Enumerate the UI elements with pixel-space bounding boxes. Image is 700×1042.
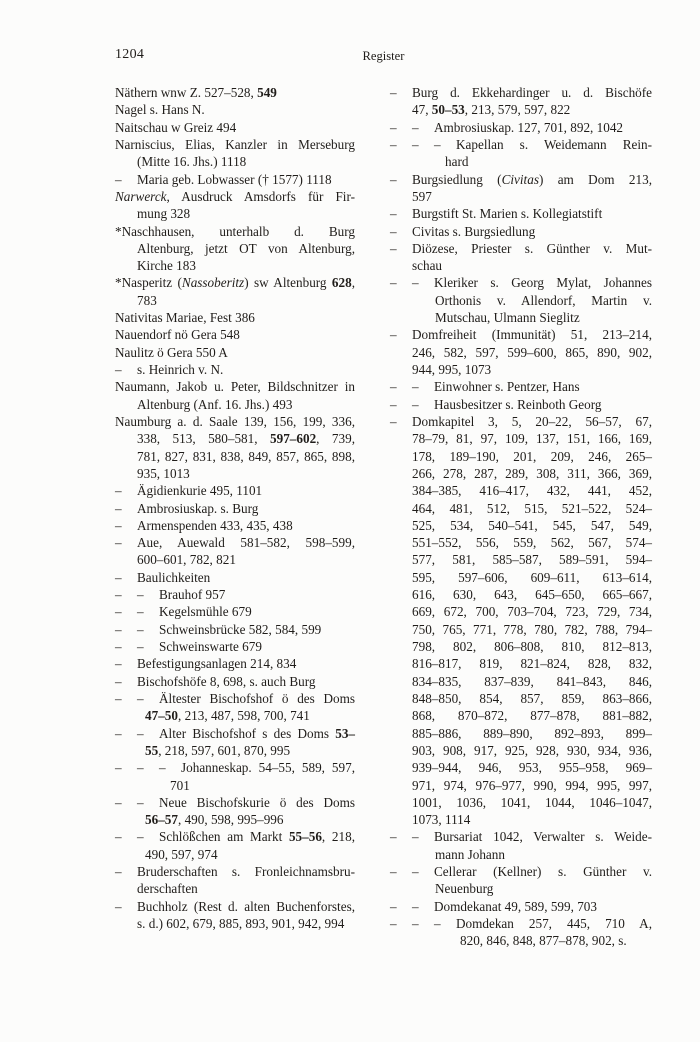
running-title: Register [362,49,405,63]
index-line [390,638,652,655]
index-line [390,673,652,690]
dash-marker: – [434,136,441,152]
index-line [115,621,355,638]
dash-marker: – [390,119,397,135]
text-segment: 935, 1013 [137,465,190,481]
dash-marker: – [390,223,397,239]
index-line [390,465,652,482]
text-segment: 798, 802, 806–808, 810, 812–813, [412,639,652,654]
dash-marker: – [412,136,419,152]
index-line [390,915,652,932]
left-column [115,84,355,932]
dash-marker: – [412,275,419,291]
index-line [115,119,355,136]
text-segment: 597 [412,188,432,204]
index-line [390,690,652,707]
index-line [390,621,652,638]
index-line [390,84,652,101]
index-line [115,742,355,759]
index-line [115,205,355,222]
text-segment: Bischofshöfe 8, 698, s. auch Burg [137,673,316,689]
dash-marker: – [390,916,397,931]
text-segment: 669, 672, 700, 703–704, 723, 729, 734, [412,604,652,620]
index-line [390,240,652,257]
index-line [115,655,355,672]
text-segment: Johanneskap. 54–55, 589, 597, [181,760,355,776]
index-line [115,413,355,430]
dash-marker: – [115,673,122,689]
dash-marker: – [390,327,397,343]
text-segment: Schweinswarte 679 [159,639,262,654]
text-segment: 628 [331,275,352,291]
index-line [115,188,355,205]
text-segment: Ambrosiuskap. 127, 701, 892, 1042 [434,119,624,135]
index-line [115,309,355,326]
index-line [390,811,652,828]
text-segment: 885–886, 889–890, 892–893, 899– [412,725,652,741]
index-line [115,84,355,101]
text-segment: 868, 870–872, 877–878, 881–882, [412,708,652,724]
index-line [115,898,355,915]
dash-marker: – [115,362,122,377]
text-segment: Bruderschaften s. Fronleichnamsbru- [137,864,355,880]
index-line [390,482,652,499]
text-segment: Neue Bischofskurie ö des Doms [159,794,355,810]
dash-marker: – [390,413,397,429]
index-line [390,846,652,863]
text-segment: 1001, 1036, 1041, 1044, 1046–1047, [412,794,652,810]
text-segment: 551–552, 556, 559, 562, 567, 574– [412,535,652,551]
dash-marker: – [412,829,419,845]
text-segment: 266, 278, 287, 289, 308, 311, 366, 369, [412,465,652,481]
text-segment: 55–56 [288,829,322,845]
index-line [115,915,355,932]
dash-marker: – [115,725,122,741]
dash-marker: – [412,898,419,914]
text-segment: Alter Bischofshof s des Doms [159,725,336,741]
index-line [390,413,652,430]
index-line [390,777,652,794]
text-segment: Näthern wnw Z. 527–528, [115,85,258,100]
index-line [115,171,355,188]
text-segment: , 218, 597, 601, 870, 995 [158,742,291,758]
text-segment: Ältester Bischofshof ö des Doms [159,690,355,706]
index-line [390,430,652,447]
text-segment: Kirche 183 [137,258,196,274]
index-line [115,638,355,655]
index-line [390,361,652,378]
index-line [390,205,652,222]
index-line [115,811,355,828]
text-segment: 384–385, 416–417, 432, 441, 452, [412,483,652,499]
dash-marker: – [115,483,122,499]
text-segment: Einwohner s. Pentzer, Hans [434,379,580,395]
index-line [115,361,355,378]
dash-marker: – [390,864,397,880]
text-segment: ) sw Altenburg [244,275,332,291]
text-segment: Naitschau w Greiz 494 [115,119,237,135]
text-segment: Baulichkeiten [137,569,211,585]
dash-marker: – [390,379,397,395]
text-segment: Diözese, Priester s. Günther v. Mut- [412,240,652,256]
text-segment: 701 [170,777,190,793]
dash-marker: – [137,621,144,637]
index-line [115,292,355,309]
index-line [390,136,652,153]
text-segment: *Naschhausen, unterhalb d. Burg [115,223,355,239]
dash-marker: – [137,760,144,776]
index-line [390,794,652,811]
text-segment: Domdekan 257, 445, 710 A, [456,916,652,931]
text-segment: mung 328 [137,206,191,222]
dash-marker: – [390,206,397,222]
text-segment: 616, 630, 643, 645–650, 665–667, [412,587,652,603]
index-line [115,378,355,395]
index-line [390,101,652,118]
text-segment: 834–835, 837–839, 841–843, 846, [412,673,652,689]
dash-marker: – [137,690,144,706]
index-line [115,863,355,880]
text-segment: Kapellan s. Weidemann Rein- [456,136,652,152]
text-segment: 549 [257,85,277,100]
index-line [115,794,355,811]
text-segment: Cellerar (Kellner) s. Günther v. [434,864,652,880]
index-line [115,430,355,447]
text-segment: Domdekanat 49, 589, 599, 703 [434,898,597,914]
index-line [115,136,355,153]
text-segment: Naulitz ö Gera 550 A [115,344,228,360]
text-segment: 78–79, 81, 97, 109, 137, 151, 166, 169, [412,431,652,447]
dash-marker: – [115,587,122,603]
dash-marker: – [115,898,122,914]
text-segment: 525, 534, 540–541, 545, 547, 549, [412,517,652,533]
index-line [115,517,355,534]
index-line [390,863,652,880]
index-line [115,569,355,586]
dash-marker: – [115,621,122,637]
text-segment: ) am Dom 213, [538,171,652,187]
dash-marker: – [115,829,122,845]
index-line [115,344,355,361]
dash-marker: – [390,136,397,152]
text-segment: Narniscius, Elias, Kanzler in Merseburg [115,136,355,152]
text-segment: Nauendorf nö Gera 548 [115,327,240,343]
dash-marker: – [115,535,122,551]
index-line [115,777,355,794]
dash-marker: – [115,656,122,672]
text-segment: 595, 597–606, 609–611, 613–614, [412,569,652,585]
text-segment: Narwerck [115,188,167,204]
dash-marker: – [390,829,397,845]
dash-marker: – [137,639,144,654]
text-segment: , 739, [316,431,356,447]
text-segment: , 218, [321,829,355,845]
text-segment: *Nasperitz ( [115,275,182,291]
index-line [390,828,652,845]
text-segment: , 213, 579, 597, 822 [464,102,571,118]
text-segment: 1073, 1114 [412,812,471,828]
text-segment: derschaften [137,881,198,897]
text-segment: Ägidienkurie 495, 1101 [137,483,263,499]
dash-marker: – [412,916,419,931]
dash-marker: – [115,864,122,880]
index-line [390,569,652,586]
text-segment: Domkapitel 3, 5, 20–22, 56–57, 67, [412,413,652,429]
text-segment: Neuenburg [435,881,494,897]
right-column [390,84,652,950]
dash-marker: – [137,725,144,741]
index-line [390,396,652,413]
text-segment: Schweinsbrücke 582, 584, 599 [159,621,322,637]
text-segment: Naumburg a. d. Saale 139, 156, 199, 336, [115,413,355,429]
text-segment: 178, 189–190, 201, 209, 246, 265– [412,448,652,464]
text-segment: Schlößchen am Markt [159,829,289,845]
text-segment: 783 [137,292,157,308]
index-line [115,500,355,517]
index-line [390,655,652,672]
index-line [390,880,652,897]
index-line [115,707,355,724]
index-line [390,326,652,343]
dash-marker: – [137,587,144,603]
index-line [390,274,652,291]
text-segment: Kegelsmühle 679 [159,604,252,620]
text-segment: Naumann, Jakob u. Peter, Bildschnitzer in [115,379,355,395]
text-segment: schau [412,258,443,274]
index-line [390,742,652,759]
dash-marker: – [115,690,122,706]
text-segment: , 490, 598, 995–996 [177,812,284,828]
text-segment: 47–50 [145,708,178,724]
text-segment: Aue, Auewald 581–582, 598–599, [137,535,355,551]
index-line [390,309,652,326]
index-line [115,673,355,690]
dash-marker: – [434,916,441,931]
text-segment: 971, 974, 976–977, 990, 994, 995, 997, [412,777,652,793]
index-line [115,448,355,465]
text-segment: Burg d. Ekkehardinger u. d. Bischöfe [412,85,652,100]
index-line [390,257,652,274]
index-line [115,551,355,568]
dash-marker: – [412,396,419,412]
dash-marker: – [390,898,397,914]
index-line [390,725,652,742]
text-segment: 816–817, 819, 821–824, 828, 832, [412,656,652,672]
dash-marker: – [412,864,419,880]
index-line [115,586,355,603]
text-segment: hard [445,154,469,170]
index-line [390,534,652,551]
text-segment: Altenburg, jetzt OT von Altenburg, [137,240,355,256]
text-segment: Armenspenden 433, 435, 438 [137,517,293,533]
dash-marker: – [390,396,397,412]
index-line [390,603,652,620]
dash-marker: – [412,119,419,135]
text-segment: 338, 513, 580–581, [137,431,271,447]
text-segment: Burgsiedlung ( [412,171,502,187]
index-line [390,344,652,361]
index-line [115,759,355,776]
text-segment: Ambrosiuskap. s. Burg [137,500,259,516]
text-segment: , 213, 487, 598, 700, 741 [177,708,310,724]
index-line [115,153,355,170]
text-segment: Orthonis v. Allendorf, Martin v. [435,292,652,308]
text-segment: s. Heinrich v. N. [137,362,224,377]
text-segment: Bursariat 1042, Verwalter s. Weide- [434,829,652,845]
dash-marker: – [137,604,144,620]
text-segment: 246, 582, 597, 599–600, 865, 890, 902, [412,344,652,360]
text-segment: 577, 581, 585–587, 589–591, 594– [412,552,652,568]
index-line [115,223,355,240]
text-segment: 47, [412,102,432,118]
dash-marker: – [390,275,397,291]
index-line [390,223,652,240]
index-line [115,101,355,118]
dash-marker: – [115,604,122,620]
index-line [390,586,652,603]
index-line [115,274,355,291]
text-segment: Civitas [501,171,539,187]
index-line [390,517,652,534]
text-segment: Burgstift St. Marien s. Kollegiatstift [412,206,603,222]
text-segment: Befestigungsanlagen 214, 834 [137,656,297,672]
index-line [115,482,355,499]
text-segment: 53– [335,725,355,741]
text-segment: Buchholz (Rest d. alten Buchenforstes, [137,898,355,914]
text-segment: 464, 481, 512, 515, 521–522, 524– [412,500,652,516]
index-line [115,603,355,620]
dash-marker: – [412,379,419,395]
text-segment: 50–53 [431,102,465,118]
dash-marker: – [159,760,166,776]
dash-marker: – [115,760,122,776]
text-segment: 848–850, 854, 857, 859, 863–866, [412,690,652,706]
text-segment: 820, 846, 848, 877–878, 902, s. [460,933,627,949]
dash-marker: – [137,794,144,810]
text-segment: 490, 597, 974 [145,846,218,862]
index-line [115,326,355,343]
text-segment: 55 [145,742,159,758]
text-segment: Maria geb. Lobwasser († 1577) 1118 [137,171,332,187]
text-segment: 600–601, 782, 821 [137,552,236,568]
index-line [115,690,355,707]
text-segment: 944, 995, 1073 [412,362,492,377]
index-line [115,257,355,274]
text-segment: 939–944, 946, 953, 955–958, 969– [412,760,652,776]
text-segment: Kleriker s. Georg Mylat, Johannes [434,275,652,291]
text-segment: mann Johann [435,846,505,862]
index-line [390,171,652,188]
index-line [115,846,355,863]
text-segment: 903, 908, 917, 925, 928, 930, 934, 936, [412,742,652,758]
index-line [115,828,355,845]
text-segment: (Mitte 16. Jhs.) 1118 [137,154,247,170]
text-segment: Civitas s. Burgsiedlung [412,223,536,239]
text-segment: Altenburg (Anf. 16. Jhs.) 493 [137,396,293,412]
text-segment: Domfreiheit (Immunität) 51, 213–214, [412,327,652,343]
index-line [115,725,355,742]
index-line [390,378,652,395]
dash-marker: – [115,569,122,585]
text-segment: 750, 765, 771, 778, 780, 782, 788, 794– [412,621,652,637]
dash-marker: – [115,794,122,810]
index-line [390,500,652,517]
index-line [390,119,652,136]
text-segment: s. d.) 602, 679, 885, 893, 901, 942, 994 [137,916,345,931]
dash-marker: – [390,171,397,187]
index-line [115,396,355,413]
dash-marker: – [115,500,122,516]
text-segment: 56–57 [145,812,178,828]
dash-marker: – [115,517,122,533]
text-segment: Mutschau, Ulmann Sieglitz [435,310,580,326]
text-segment: Brauhof 957 [159,587,226,603]
index-line [390,932,652,949]
dash-marker: – [390,85,397,100]
index-line [390,551,652,568]
index-line [115,465,355,482]
dash-marker: – [390,240,397,256]
index-line [390,898,652,915]
index-line [390,448,652,465]
dash-marker: – [115,639,122,654]
index-line [115,534,355,551]
dash-marker: – [115,171,122,187]
page-number: 1204 [115,47,145,62]
index-line [115,880,355,897]
text-segment: Hausbesitzer s. Reinboth Georg [434,396,602,412]
text-segment: , [351,275,355,291]
index-line [390,292,652,309]
dash-marker: – [137,829,144,845]
text-segment: Nassoberitz [181,275,245,291]
text-segment: Nativitas Mariae, Fest 386 [115,310,255,326]
text-segment: , Ausdruck Amsdorfs für Fir- [166,188,355,204]
index-line [115,240,355,257]
text-segment: 597–602 [270,431,317,447]
text-segment: Nagel s. Hans N. [115,102,205,118]
index-line [390,188,652,205]
index-line [390,759,652,776]
index-line [390,153,652,170]
index-line [390,707,652,724]
text-segment: 781, 827, 831, 838, 849, 857, 865, 898, [137,448,355,464]
